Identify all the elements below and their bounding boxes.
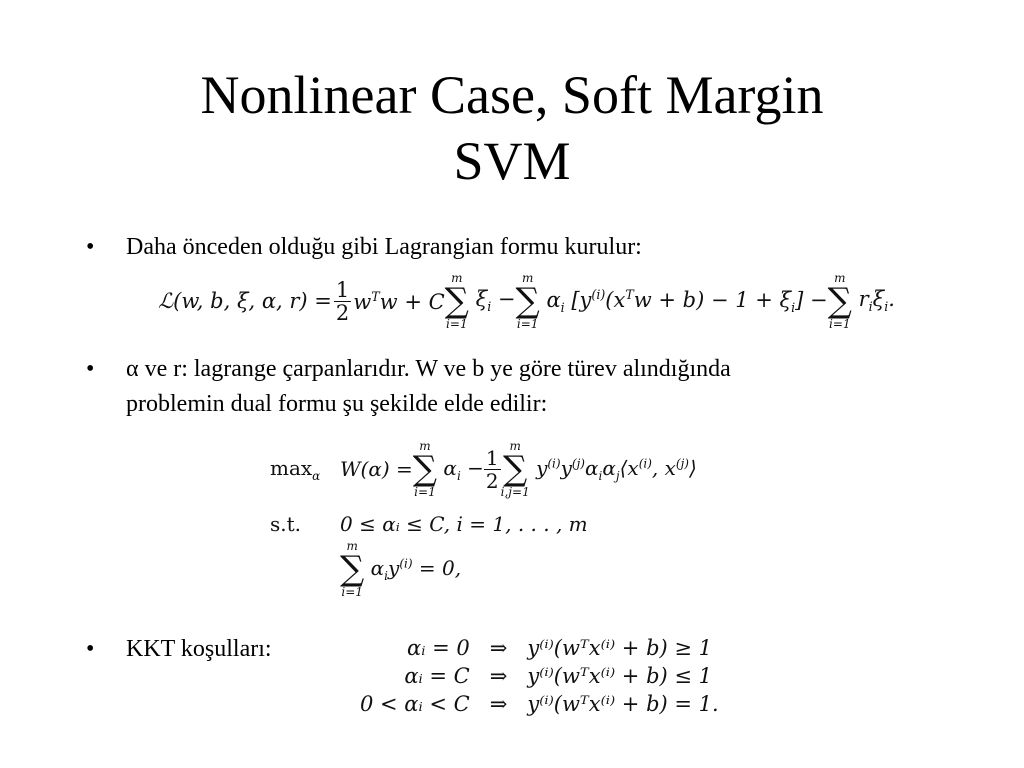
st-label: s.t.: [270, 512, 302, 536]
bullet-text: Daha önceden olduğu gibi Lagrangian formu kurulur:: [126, 234, 642, 260]
title-line-1: Nonlinear Case, Soft Margin: [200, 65, 824, 125]
bullet-marker: •: [86, 234, 95, 260]
bullet-text-line-1: α ve r: lagrange çarpanlarıdır. W ve b ye göre türev alındığında: [126, 356, 731, 382]
kkt-row: 0 < αᵢ < C ⇒ y⁽ⁱ⁾(wᵀx⁽ⁱ⁾ + b) = 1.: [360, 692, 719, 716]
bullet-marker: •: [86, 636, 95, 662]
max-label: $\max_\alpha$: [270, 455, 321, 483]
title-line-2: SVM: [453, 131, 571, 191]
dual-problem: $\max_\alpha$ W(α) = m ∑ i=1 $\alpha_i$ − $\frac{1}{2}$ m ∑ i,j=1 $y^{(i)}y^{(j)}\alpha_i\alpha_j⟨x^{(i)}$, $x^{(j)}⟩$ s.t. 0 ≤ αᵢ ≤ C, i = 1, . . . , m m ∑ i=1 $\alpha_iy^{(i)} = 0$,: [270, 439, 697, 599]
bullet-marker: •: [86, 356, 95, 382]
slide-title: [0, 62, 1024, 194]
lagrangian-equation: ℒ(w, b, ξ, α, r) = $\frac{1}{2}$ $w^Tw + C$ m ∑ i=1 $\xi_i$ − m ∑ i=1 $\alpha_i$ $[y^{(i)}(x^Tw + b) - 1 + \xi_i]$ − m ∑ i=1 $r_i\xi_i$.: [158, 271, 895, 331]
bullet-text: KKT koşulları:: [126, 636, 272, 662]
kkt-row: αᵢ = C ⇒ y⁽ⁱ⁾(wᵀx⁽ⁱ⁾ + b) ≤ 1: [404, 664, 713, 688]
kkt-row: αᵢ = 0 ⇒ y⁽ⁱ⁾(wᵀx⁽ⁱ⁾ + b) ≥ 1: [407, 636, 713, 660]
bullet-text-line-2: problemin dual formu şu şekilde elde edilir:: [126, 391, 548, 417]
constraint-2: m ∑ i=1 $\alpha_iy^{(i)} = 0$,: [340, 539, 462, 599]
constraint-1: 0 ≤ αᵢ ≤ C, i = 1, . . . , m: [340, 512, 588, 536]
kkt-conditions: [350, 634, 729, 718]
